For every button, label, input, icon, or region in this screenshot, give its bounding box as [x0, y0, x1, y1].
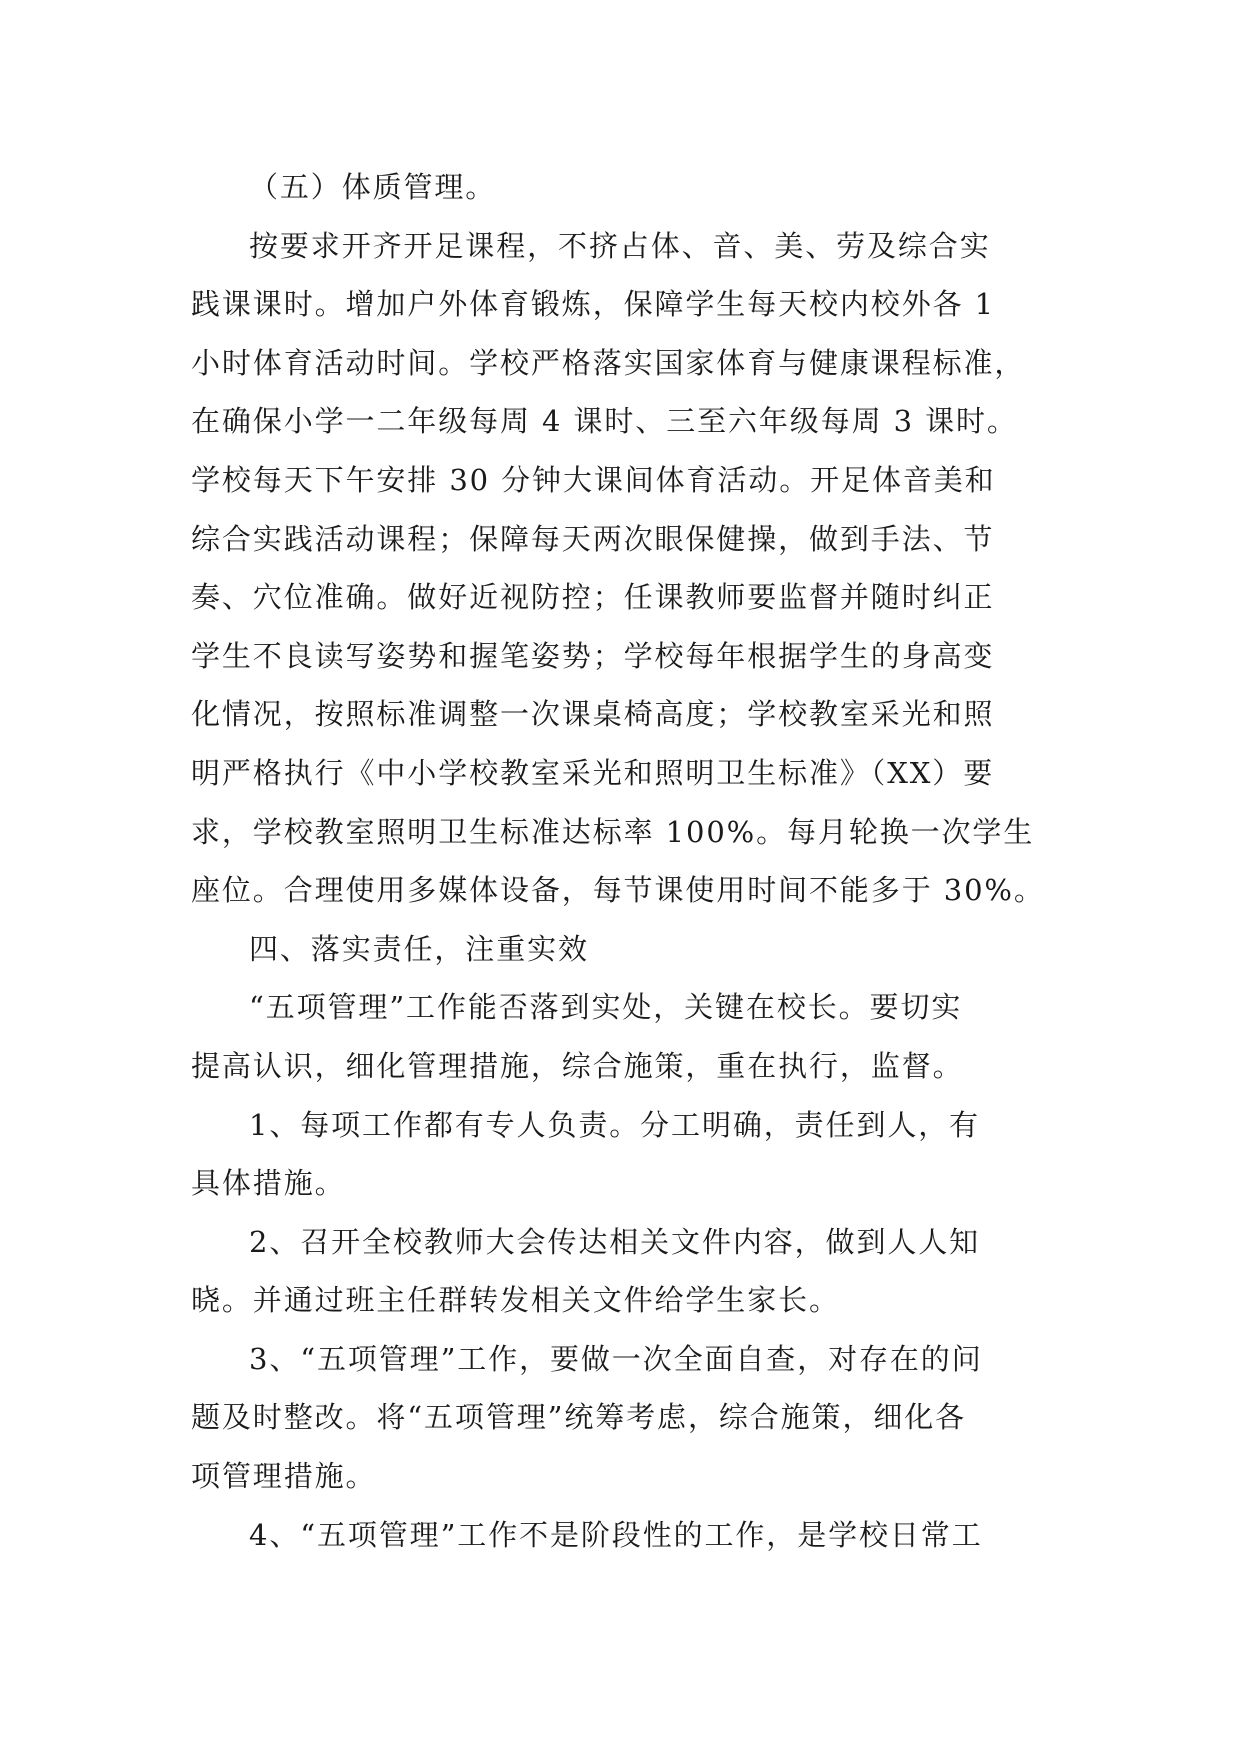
paragraph-line: 学校每天下午安排 30 分钟大课间体育活动。开足体音美和 — [191, 462, 996, 497]
paragraph-line: 在确保小学一二年级每周 4 课时、三至六年级每周 3 课时。 — [191, 404, 1018, 439]
paragraph-line: 综合实践活动课程；保障每天两次眼保健操，做到手法、节 — [191, 521, 995, 556]
paragraph-line: 奏、穴位准确。做好近视防控；任课教师要监督并随时纠正 — [191, 580, 995, 615]
paragraph-line: 化情况，按照标准调整一次课桌椅高度；学校教室采光和照 — [191, 697, 995, 732]
list-item-line: 2、召开全校教师大会传达相关文件内容，做到人人知 — [249, 1224, 981, 1259]
paragraph-line: 小时体育活动时间。学校严格落实国家体育与健康课程标准， — [191, 345, 1026, 380]
paragraph-line: 求，学校教室照明卫生标准达标率 100%。每月轮换一次学生 — [191, 814, 1035, 849]
paragraph-line: 践课课时。增加户外体育锻炼，保障学生每天校内校外各 1 — [191, 287, 995, 322]
paragraph-line: 学生不良读写姿势和握笔姿势；学校每年根据学生的身高变 — [191, 638, 995, 673]
document-body — [191, 158, 1053, 1564]
list-item-line: 晓。并通过班主任群转发相关文件给学生家长。 — [191, 1283, 840, 1318]
list-item-line: 具体措施。 — [191, 1166, 346, 1201]
paragraph-line: 按要求开齐开足课程，不挤占体、音、美、劳及综合实 — [249, 228, 991, 263]
list-item-line: 4、“五项管理”工作不是阶段性的工作，是学校日常工 — [249, 1517, 983, 1552]
paragraph-line: 明严格执行《中小学校教室采光和照明卫生标准》（XX）要 — [191, 755, 995, 790]
list-item-line: 题及时整改。将“五项管理”统筹考虑，综合施策，细化各 — [191, 1400, 967, 1435]
paragraph-line: “五项管理”工作能否落到实处，关键在校长。要切实 — [249, 990, 963, 1025]
paragraph-line: 座位。合理使用多媒体设备，每节课使用时间不能多于 30%。 — [191, 873, 1045, 908]
section-heading: 四、落实责任，注重实效 — [249, 931, 589, 966]
section-heading: （五）体质管理。 — [249, 170, 497, 204]
list-item-line: 项管理措施。 — [191, 1459, 377, 1494]
list-item-line: 3、“五项管理”工作，要做一次全面自查，对存在的问 — [249, 1341, 983, 1376]
list-item-line: 1、每项工作都有专人负责。分工明确，责任到人，有 — [249, 1107, 981, 1142]
paragraph-line: 提高认识，细化管理措施，综合施策，重在执行，监督。 — [191, 1048, 964, 1083]
